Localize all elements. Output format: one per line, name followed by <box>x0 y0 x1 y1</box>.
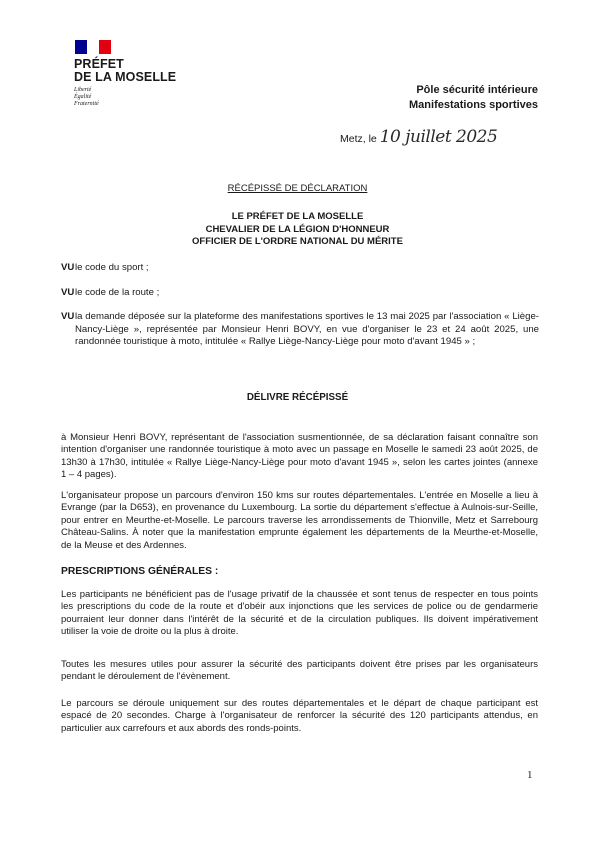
delivers-heading: DÉLIVRE RÉCÉPISSÉ <box>246 392 349 403</box>
body-paragraph: à Monsieur Henri BOVY, représentant de l'association susmentionnée, de sa déclaration faisant connaître son intention d'organiser une randonnée touristique à moto avec un passage en Moselle le samedi 23 août 2025, de 13h30 à 17h30, intitulée « Rallye Liège-Nancy-Liège pour moto d'avant 1945 », selon les cartes jointes (annexe 1 – 4 pages). <box>61 432 538 481</box>
authority-block: LE PRÉFET DE LA MOSELLE CHEVALIER DE LA LÉGION D'HONNEUR OFFICIER DE L'ORDRE NATIONAL DU MÉRITE <box>192 211 403 247</box>
prescription-paragraph: Le parcours se déroule uniquement sur des routes départementales et le départ de chaque participant est espacé de 20 secondes. Charge à l'organisateur de renforcer la sécurité des 120 participants attendus, en particulier aux carrefours et aux abords des ronds-points. <box>61 698 538 734</box>
vu-clause <box>61 311 539 349</box>
vu-keyword: VU <box>61 287 75 298</box>
vu-text: le code du sport ; <box>75 262 149 273</box>
vu-keyword: VU <box>61 311 75 322</box>
vu-clause <box>61 287 539 300</box>
page-number: 1 <box>527 769 533 781</box>
republic-motto: Liberté Égalité Fraternité <box>74 87 99 107</box>
prefecture-logo <box>74 40 214 108</box>
prefecture-name: PRÉFET DE LA MOSELLE <box>74 57 177 84</box>
date-prefix: Metz, le <box>340 133 377 145</box>
prescription-paragraph: Toutes les mesures utiles pour assurer la sécurité des participants doivent être prises par les organisateurs pendant le déroulement de l'évènement. <box>61 659 538 683</box>
document-date <box>340 127 560 147</box>
vu-text: la demande déposée sur la plateforme des manifestations sportives le 13 mai 2025 par l'association « Liège-Nancy-Liège », représentée par Monsieur Henri BOVY, en vue d'organiser le 23 et 24 août 2025, une randonnée touristique à moto, intitulée « Rallye Liège-Nancy-Liège pour moto d'avant 1945 » ; <box>75 311 539 347</box>
vu-clause <box>61 262 539 275</box>
service-name: Pôle sécurité intérieure Manifestations sportives <box>409 84 538 111</box>
vu-text: le code de la route ; <box>75 287 160 298</box>
prescription-paragraph: Les participants ne bénéficient pas de l'usage privatif de la chaussée et sont tenus de respecter en tous points les prescriptions du code de la route et d'obéir aux injonctions que les services de police ou de gendarmerie pourraient leur donner dans l'intérêt de la sécurité et de la circulation publiques. Ils doivent impérativement utiliser la voie de droite ou la plus à droite. <box>61 589 538 638</box>
prescriptions-heading: PRESCRIPTIONS GÉNÉRALES : <box>61 566 219 577</box>
marianne-flag-icon <box>75 40 111 54</box>
handwritten-date: 10 juillet 2025 <box>379 127 498 147</box>
document-title: RÉCÉPISSÉ DE DÉCLARATION <box>227 183 368 194</box>
vu-keyword: VU <box>61 262 75 273</box>
body-paragraph: L'organisateur propose un parcours d'environ 150 kms sur routes départementales. L'entrée en Moselle a lieu à Evrange (par la D653), en provenance du Luxembourg. La sortie du département s'effectue à Aulnois-sur-Seille, pour entrer en Meurthe-et-Moselle. Le parcours traverse les arrondissements de Thionville, Metz et Sarrebourg Château-Salins. À noter que la manifestation emprunte également les départements de la Meurthe-et-Moselle, de la Meuse et des Ardennes. <box>61 490 538 551</box>
